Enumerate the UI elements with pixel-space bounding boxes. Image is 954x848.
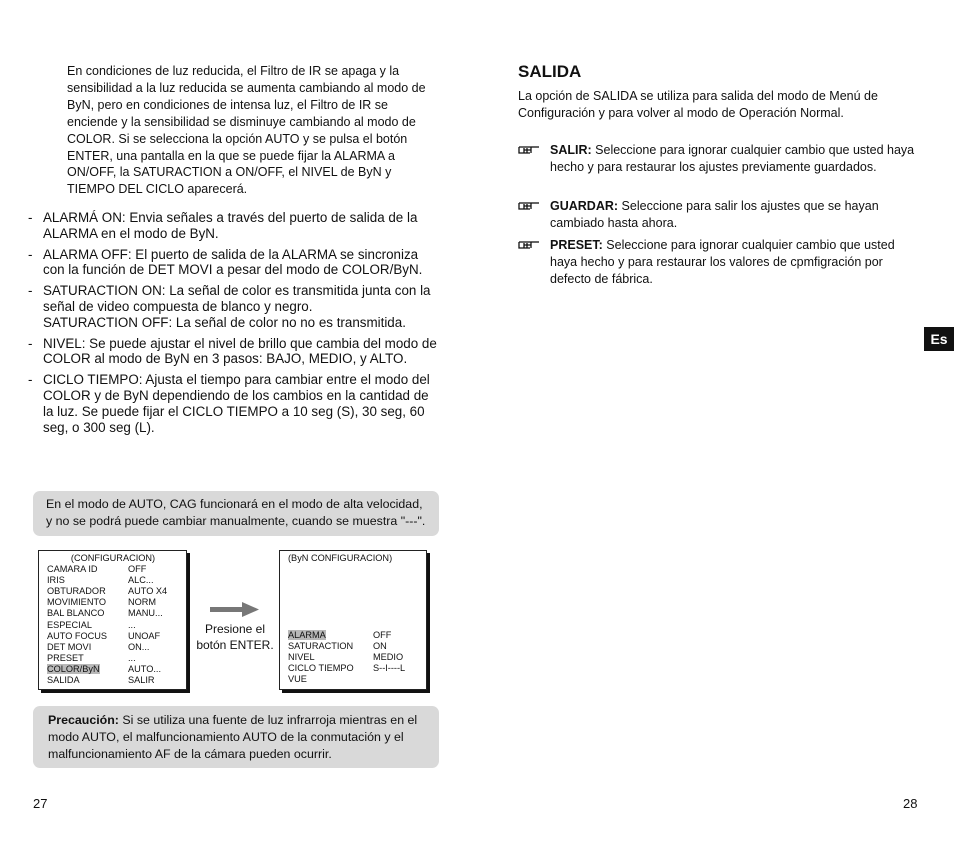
menu-row: ESPECIAL ...: [47, 619, 136, 630]
menu-row-highlighted: ALARMA OFF: [288, 630, 392, 641]
right-arrow-icon: [210, 601, 260, 619]
configuracion-menu: [38, 550, 187, 690]
page-number-right: 28: [903, 796, 918, 811]
pointing-hand-icon: [518, 198, 550, 232]
option-item: PRESET: Seleccione para ignorar cualquier cambio que usted haya hecho y para restaurar los valores de cpmfigración por defecto de fábrica.: [518, 237, 918, 288]
list-item: - CICLO TIEMPO: Ajusta el tiempo para cambiar entre el modo del COLOR y de ByN dependiendo de los cambios en la cantidad de la luz. Se puede fijar el CICLO TIEMPO a 10 seg (S), 30 seg, 60 seg, o 300 seg (L).: [28, 372, 430, 435]
intro-paragraph: En condiciones de luz reducida, el Filtro de IR se apaga y la sensibilidad a la luz reducida se aumenta cambiando al modo de ByN, pero en condiciones de intensa luz, el Filtro de IR se enciende y la sensibilidad se disminuye cambiando al modo de COLOR. Si se selecciona la opción AUTO y se pulsa el botón ENTER, una pantalla en la que se puede fijar la ALARMA a ON/OFF, la SATURACTION a ON/OFF, el NIVEL de ByN y TIEMPO DEL CICLO aparecerá.: [67, 64, 426, 197]
menu-row-highlighted: COLOR/ByN AUTO...: [47, 663, 162, 674]
menu-row: CAMARA ID OFF: [47, 564, 147, 575]
note-box: En el modo de AUTO, CAG funcionará en el modo de alta velocidad, y no se podrá puede cambiar manualmente, cuando se muestra "---".: [33, 491, 439, 536]
list-item: - ALARMÁ ON: Envia señales a través del puerto de salida de la ALARMA en el modo de ByN.: [28, 210, 418, 241]
menu-row: DET MOVI ON...: [47, 641, 150, 652]
caution-label: Precaución:: [48, 713, 119, 727]
menu-row: OBTURADOR AUTO X4: [47, 586, 168, 597]
menu-row: SATURACTION ON: [288, 641, 387, 652]
menu-row: AUTO FOCUS UNOAF: [47, 630, 161, 641]
menu-row: SALIDA SALIR: [47, 675, 155, 686]
caution-box: [33, 706, 439, 768]
menu-row: BAL BLANCO MANU...: [47, 608, 163, 619]
menu-row: CICLO TIEMPO S--I----L: [288, 663, 406, 674]
menu-row: NIVEL MEDIO: [288, 652, 404, 663]
option-item: SALIR: Seleccione para ignorar cualquier cambio que usted haya hecho y para restaurar los ajustes previamente guardados.: [518, 142, 918, 176]
list-item: - ALARMA OFF: El puerto de salida de la ALARMA se sincroniza con la función de DET MOVI a pesar del modo de COLOR/ByN.: [28, 246, 423, 278]
list-item: - NIVEL: Se puede ajustar el nivel de brillo que cambia del modo de COLOR al modo de ByN en 3 pasos: BAJO, MEDIO, y ALTO.: [28, 335, 437, 367]
menu-row: IRIS ALC...: [47, 575, 154, 586]
menu-row: MOVIMIENTO NORM: [47, 597, 157, 608]
section-intro: La opción de SALIDA se utiliza para salida del modo de Menú de Configuración y para volver al modo de Operación Normal.: [518, 89, 878, 120]
menu-title: (ByN CONFIGURACION): [288, 553, 393, 563]
menu-row: VUE: [288, 674, 307, 685]
byn-configuracion-menu: [279, 550, 427, 690]
menu-row: PRESET ...: [47, 652, 136, 663]
feature-list: [28, 210, 440, 440]
language-tab: Es: [924, 327, 954, 351]
pointing-hand-icon: [518, 142, 550, 176]
menu-title: (CONFIGURACION): [70, 553, 156, 563]
caution-text: Si se utiliza una fuente de luz infrarroja mientras en el modo AUTO, el malfuncionamiento AUTO de la conmutación y el malfuncionamiento AF de la cámara pueden ocurrir.: [48, 713, 418, 762]
option-item: GUARDAR: Seleccione para salir los ajustes que se hayan cambiado hasta ahora.: [518, 198, 918, 232]
section-heading: SALIDA: [518, 62, 582, 81]
page-number-left: 27: [33, 796, 48, 811]
pointing-hand-icon: [518, 237, 550, 288]
list-item: - SATURACTION ON: La señal de color es transmitida junta con la señal de video compuesta de blanco y negro. SATURACTION OFF: La señal de color no no es transmitida.: [28, 283, 431, 330]
press-enter-label: Presione el botón ENTER.: [196, 622, 274, 652]
